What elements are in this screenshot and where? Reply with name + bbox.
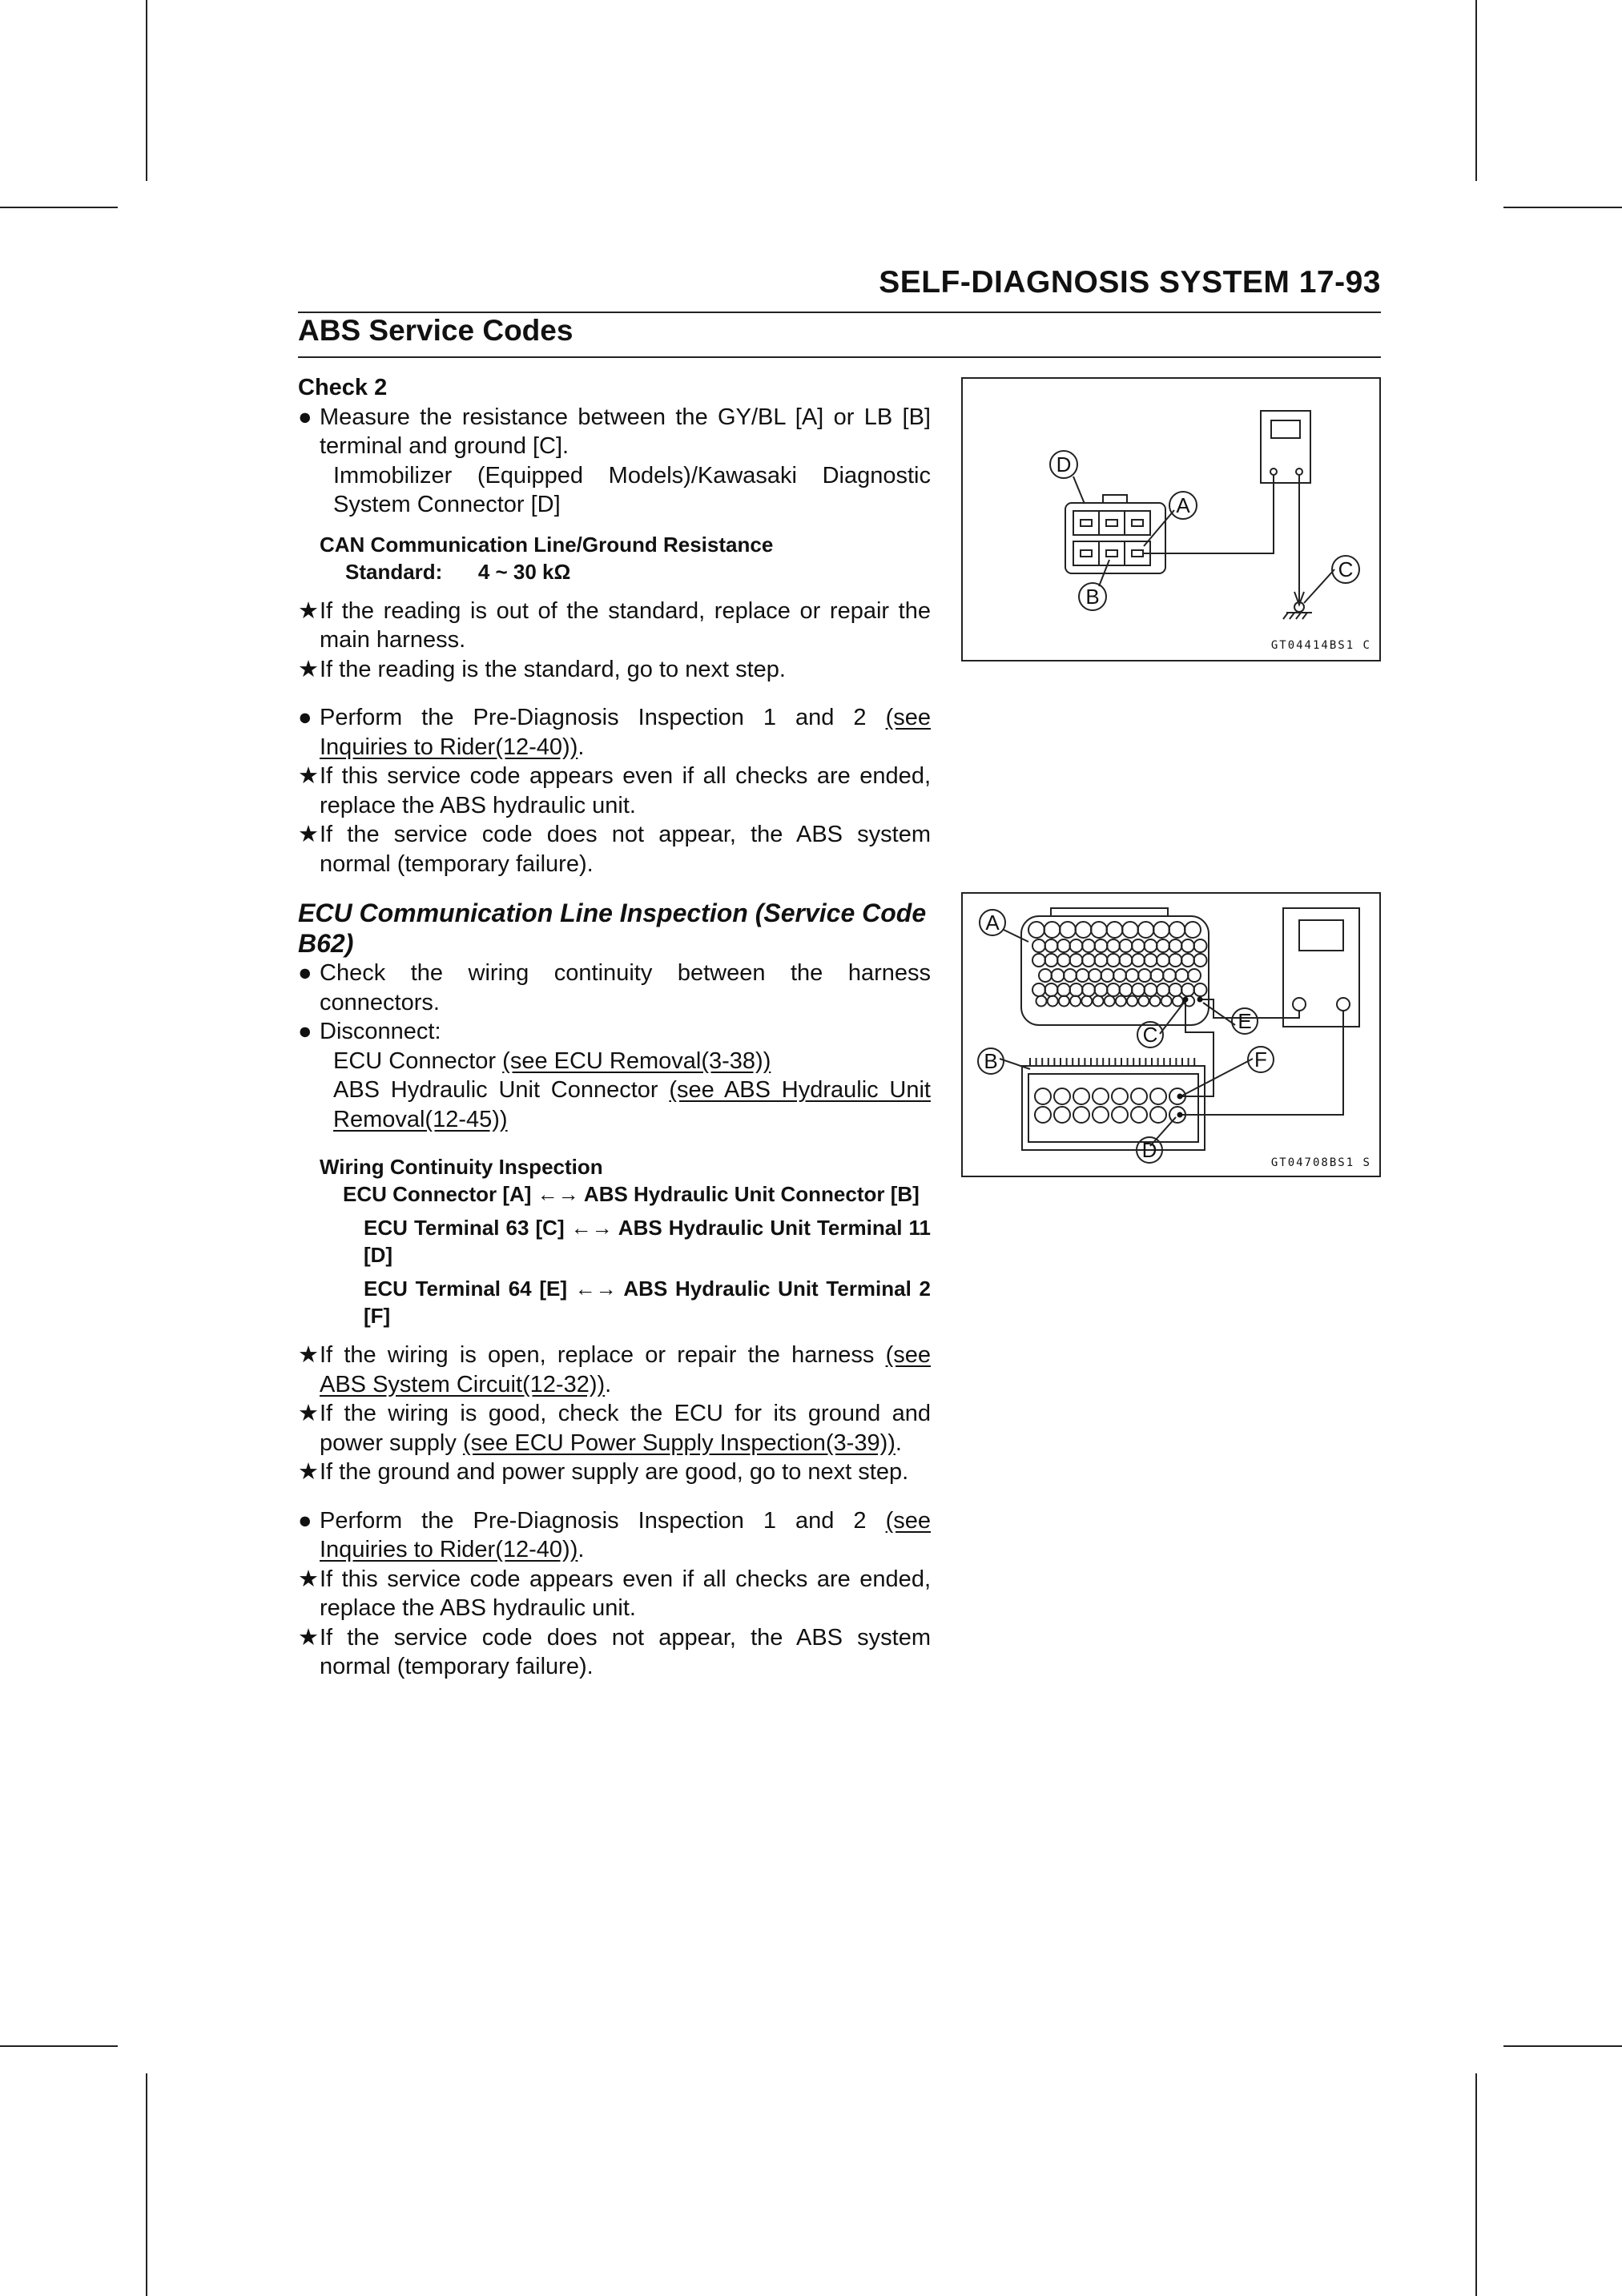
ecu-pin xyxy=(1101,969,1114,982)
crop-mark xyxy=(0,207,118,208)
label-b: B xyxy=(984,1049,998,1073)
list-item xyxy=(298,1017,931,1047)
ecu-pin xyxy=(1176,969,1189,982)
bullet-dot-icon: ● xyxy=(298,960,312,986)
crop-mark xyxy=(1475,0,1477,181)
ecu-pin xyxy=(1076,922,1092,938)
ecu-pin xyxy=(1032,983,1045,996)
ecu-pin xyxy=(1194,954,1207,967)
ecu-pin xyxy=(1120,954,1133,967)
ecu-pin xyxy=(1095,954,1108,967)
ecu-pin xyxy=(1070,983,1083,996)
ecu-pin xyxy=(1132,983,1145,996)
label-f: F xyxy=(1254,1047,1267,1072)
item-text: If the service code does not appear, the ABS system normal (temporary failure). xyxy=(320,822,931,877)
ecu-pin xyxy=(1150,996,1161,1007)
star-icon: ★ xyxy=(298,1566,319,1592)
list-item xyxy=(298,1458,931,1487)
cross-reference-link[interactable]: (see Inquiries to Rider(12-40)) xyxy=(320,1507,931,1562)
ecu-pin xyxy=(1145,983,1157,996)
ecu-pin xyxy=(1105,996,1115,1007)
ecu-pin xyxy=(1181,939,1194,952)
ecu-pin xyxy=(1194,939,1207,952)
abs-pin xyxy=(1150,1107,1166,1123)
ecu-pin xyxy=(1057,983,1070,996)
ecu-pin xyxy=(1060,922,1076,938)
ecu-pin xyxy=(1153,922,1169,938)
ecu-pin xyxy=(1070,954,1083,967)
label-c: C xyxy=(1338,557,1354,581)
label-a: A xyxy=(1176,493,1190,517)
ecu-pin xyxy=(1045,983,1058,996)
wiring-continuity-title: Wiring Continuity Inspection xyxy=(320,1155,603,1179)
ecu-pin xyxy=(1181,983,1194,996)
abs-pin xyxy=(1112,1088,1128,1104)
main-text-column xyxy=(298,373,931,1682)
ecu-pin xyxy=(1157,983,1169,996)
ecu-pin xyxy=(1116,996,1126,1007)
connector-diagram xyxy=(963,379,1379,660)
ecu-pin xyxy=(1045,939,1058,952)
cross-reference-link[interactable]: (see ABS Hydraulic Unit Removal(12-45)) xyxy=(333,1077,931,1132)
item-text: Perform the Pre-Diagnosis Inspection 1 and 2 xyxy=(320,705,867,730)
cross-reference-link[interactable]: (see ECU Removal(3-38)) xyxy=(502,1047,771,1074)
wiring-continuity-line: ECU Terminal 63 [C] ←→ ABS Hydraulic Unit Terminal 11 [D] xyxy=(364,1216,931,1267)
spec-line xyxy=(298,558,931,585)
list-item xyxy=(298,959,931,1017)
item-text: If the service code does not appear, the ABS system normal (temporary failure). xyxy=(320,1624,931,1679)
label-a: A xyxy=(985,911,1000,935)
ecu-pin xyxy=(1070,939,1083,952)
list-item xyxy=(298,597,931,655)
ecu-pin xyxy=(1107,939,1120,952)
ecu-pin xyxy=(1091,922,1107,938)
page-header-title: SELF-DIAGNOSIS SYSTEM 17-93 xyxy=(879,265,1381,300)
ecu-pin xyxy=(1032,939,1045,952)
list-item xyxy=(298,403,931,461)
ecu-pin xyxy=(1064,969,1077,982)
item-text: If the wiring is open, replace or repair the harness xyxy=(320,1342,875,1368)
list-item: ● Perform the Pre-Diagnosis Inspection 1 and 2 (see Inquiries to Rider(12-40)). xyxy=(298,1507,931,1562)
ecu-pin xyxy=(1194,983,1207,996)
crop-mark xyxy=(0,2045,118,2047)
ecu-pin xyxy=(1132,939,1145,952)
item-text: Disconnect: xyxy=(320,1019,441,1044)
ecu-pin xyxy=(1081,996,1092,1007)
abs-unit-connector xyxy=(1022,1066,1205,1150)
abs-pin xyxy=(1054,1107,1070,1123)
ecu-pin xyxy=(1095,939,1108,952)
figure-wiring-continuity xyxy=(961,892,1381,1177)
bullet-dot-icon: ● xyxy=(298,404,312,430)
star-icon: ★ xyxy=(298,597,319,624)
ecu-pin xyxy=(1082,954,1095,967)
ecu-pin xyxy=(1169,983,1182,996)
item-text: Check the wiring continuity between the harness connectors. xyxy=(320,960,931,1015)
ecu-pin xyxy=(1122,922,1138,938)
list-item: ● Perform the Pre-Diagnosis Inspection 1 and 2 (see Inquiries to Rider(12-40)). xyxy=(298,705,931,760)
ecu-pin xyxy=(1138,969,1151,982)
tester-display xyxy=(1299,920,1343,951)
spec-value: 4 ~ 30 kΩ xyxy=(477,559,571,584)
abs-pin xyxy=(1073,1107,1089,1123)
ecu-pin xyxy=(1157,954,1169,967)
wiring-continuity-line: ECU Terminal 64 [E] ←→ ABS Hydraulic Unit Terminal 2 [F] xyxy=(364,1277,931,1328)
list-item xyxy=(298,762,931,820)
abs-pin xyxy=(1054,1088,1070,1104)
ecu-pin xyxy=(1032,954,1045,967)
ecu-pin xyxy=(1036,996,1047,1007)
star-icon: ★ xyxy=(298,1624,319,1651)
ecu-pin xyxy=(1163,969,1176,982)
item-text: If the reading is out of the standard, replace or repair the main harness. xyxy=(320,597,931,653)
item-text: ABS Hydraulic Unit Connector xyxy=(333,1077,658,1103)
label-b: B xyxy=(1085,585,1100,609)
spec-title: CAN Communication Line/Ground Resistance xyxy=(320,532,774,557)
ecu-pin xyxy=(1120,939,1133,952)
ecu-pin xyxy=(1070,996,1081,1007)
star-icon: ★ xyxy=(298,822,319,847)
list-item: ★ If the wiring is good, check the ECU for its ground and power supply (see ECU Power Supply Inspection(3-39)). xyxy=(298,1401,931,1456)
figure-connector-resistance xyxy=(961,377,1381,661)
ecu-pin xyxy=(1161,996,1172,1007)
ecu-pin xyxy=(1044,922,1061,938)
disconnect-item xyxy=(298,1047,931,1076)
abs-pin xyxy=(1093,1088,1109,1104)
connector-note: Immobilizer (Equipped Models)/Kawasaki Diagnostic System Connector [D] xyxy=(333,462,931,517)
ecu-pin xyxy=(1113,969,1126,982)
ecu-pin xyxy=(1157,939,1169,952)
ecu-pin xyxy=(1138,996,1149,1007)
list-item xyxy=(298,820,931,879)
ecu-pin xyxy=(1039,969,1052,982)
section-title: ABS Service Codes xyxy=(298,314,574,347)
ecu-pin xyxy=(1057,939,1070,952)
crop-mark xyxy=(146,2073,147,2296)
cross-reference-link[interactable]: (see ECU Power Supply Inspection(3-39)) xyxy=(462,1429,896,1456)
item-text: ECU Connector xyxy=(333,1047,497,1074)
list-item xyxy=(298,1623,931,1682)
ecu-pin xyxy=(1181,954,1194,967)
disconnect-item xyxy=(298,1076,931,1134)
bullet-dot-icon: ● xyxy=(298,1019,312,1044)
item-text: If this service code appears even if all checks are ended, replace the ABS hydraulic unit. xyxy=(320,763,931,818)
ecu-pin xyxy=(1077,969,1089,982)
abs-pin xyxy=(1035,1088,1051,1104)
abs-pin xyxy=(1131,1107,1147,1123)
section-rule xyxy=(298,356,1381,358)
star-icon: ★ xyxy=(298,1401,319,1426)
ecu-section-heading: ECU Communication Line Inspection (Service Code B62) xyxy=(298,899,927,958)
ecu-pin xyxy=(1057,954,1070,967)
ecu-pin xyxy=(1107,954,1120,967)
item-text: Measure the resistance between the GY/BL [A] or LB [B] terminal and ground [C]. xyxy=(320,404,931,459)
ecu-pin xyxy=(1028,922,1044,938)
ecu-pin xyxy=(1045,954,1058,967)
label-c: C xyxy=(1142,1023,1158,1047)
spec-label: Standard: xyxy=(345,559,443,584)
list-item xyxy=(298,1565,931,1623)
wiring-diagram xyxy=(963,894,1379,1176)
ecu-pin xyxy=(1145,939,1157,952)
abs-pin xyxy=(1073,1088,1089,1104)
label-d: D xyxy=(1141,1138,1157,1162)
list-item: ★ If the wiring is open, replace or repair the harness (see ABS System Circuit(12-32)). xyxy=(298,1342,932,1397)
list-item xyxy=(298,655,931,685)
abs-pin xyxy=(1035,1107,1051,1123)
ecu-pin xyxy=(1082,983,1095,996)
ecu-pin xyxy=(1120,983,1133,996)
abs-pin xyxy=(1150,1088,1166,1104)
star-icon: ★ xyxy=(298,1342,319,1368)
ecu-pin xyxy=(1169,954,1182,967)
ecu-pin xyxy=(1059,996,1069,1007)
cross-reference-link[interactable]: (see ABS System Circuit(12-32)) xyxy=(320,1342,932,1397)
bullet-dot-icon: ● xyxy=(298,1507,312,1534)
item-text: If the ground and power supply are good, go to next step. xyxy=(320,1459,909,1485)
cross-reference-link[interactable]: (see Inquiries to Rider(12-40)) xyxy=(320,705,931,760)
ecu-pin xyxy=(1138,922,1154,938)
wiring-continuity-line: ECU Connector [A] ←→ ABS Hydraulic Unit Connector [B] xyxy=(343,1182,920,1206)
ecu-pin xyxy=(1095,983,1108,996)
ecu-pin xyxy=(1188,969,1201,982)
ecu-pin xyxy=(1048,996,1058,1007)
ecu-pin xyxy=(1089,969,1101,982)
ecu-pin xyxy=(1145,954,1157,967)
check2-heading: Check 2 xyxy=(298,375,388,400)
abs-pin xyxy=(1131,1088,1147,1104)
item-text: If this service code appears even if all checks are ended, replace the ABS hydraulic unit. xyxy=(320,1566,931,1621)
bullet-dot-icon: ● xyxy=(298,705,312,730)
ecu-pin xyxy=(1082,939,1095,952)
crop-mark xyxy=(146,0,147,181)
abs-pin xyxy=(1093,1107,1109,1123)
item-text: Perform the Pre-Diagnosis Inspection 1 and 2 xyxy=(320,1507,867,1534)
ecu-pin xyxy=(1093,996,1104,1007)
item-text: If the reading is the standard, go to next step. xyxy=(320,656,786,682)
figure-id: GT04708BS1 S xyxy=(1270,1156,1371,1169)
ecu-pin xyxy=(1185,922,1201,938)
tester-display xyxy=(1271,420,1300,438)
abs-pin xyxy=(1112,1107,1128,1123)
item-text: If the wiring is good, check the ECU for its ground and power supply xyxy=(320,1401,931,1456)
crop-mark xyxy=(1503,207,1622,208)
star-icon: ★ xyxy=(298,656,319,682)
ecu-pin xyxy=(1151,969,1164,982)
label-e: E xyxy=(1238,1009,1252,1033)
ecu-pin xyxy=(1126,969,1139,982)
ecu-pin xyxy=(1132,954,1145,967)
label-d: D xyxy=(1056,452,1072,476)
ecu-pin xyxy=(1127,996,1137,1007)
ecu-pin xyxy=(1169,939,1182,952)
ecu-pin xyxy=(1169,922,1185,938)
figure-id: GT04414BS1 C xyxy=(1270,639,1371,652)
header-rule xyxy=(298,312,1381,313)
ecu-pin xyxy=(1107,922,1123,938)
star-icon: ★ xyxy=(298,763,319,789)
star-icon: ★ xyxy=(298,1459,319,1485)
crop-mark xyxy=(1503,2045,1622,2047)
ecu-pin xyxy=(1052,969,1065,982)
crop-mark xyxy=(1475,2073,1477,2296)
ecu-pin xyxy=(1107,983,1120,996)
